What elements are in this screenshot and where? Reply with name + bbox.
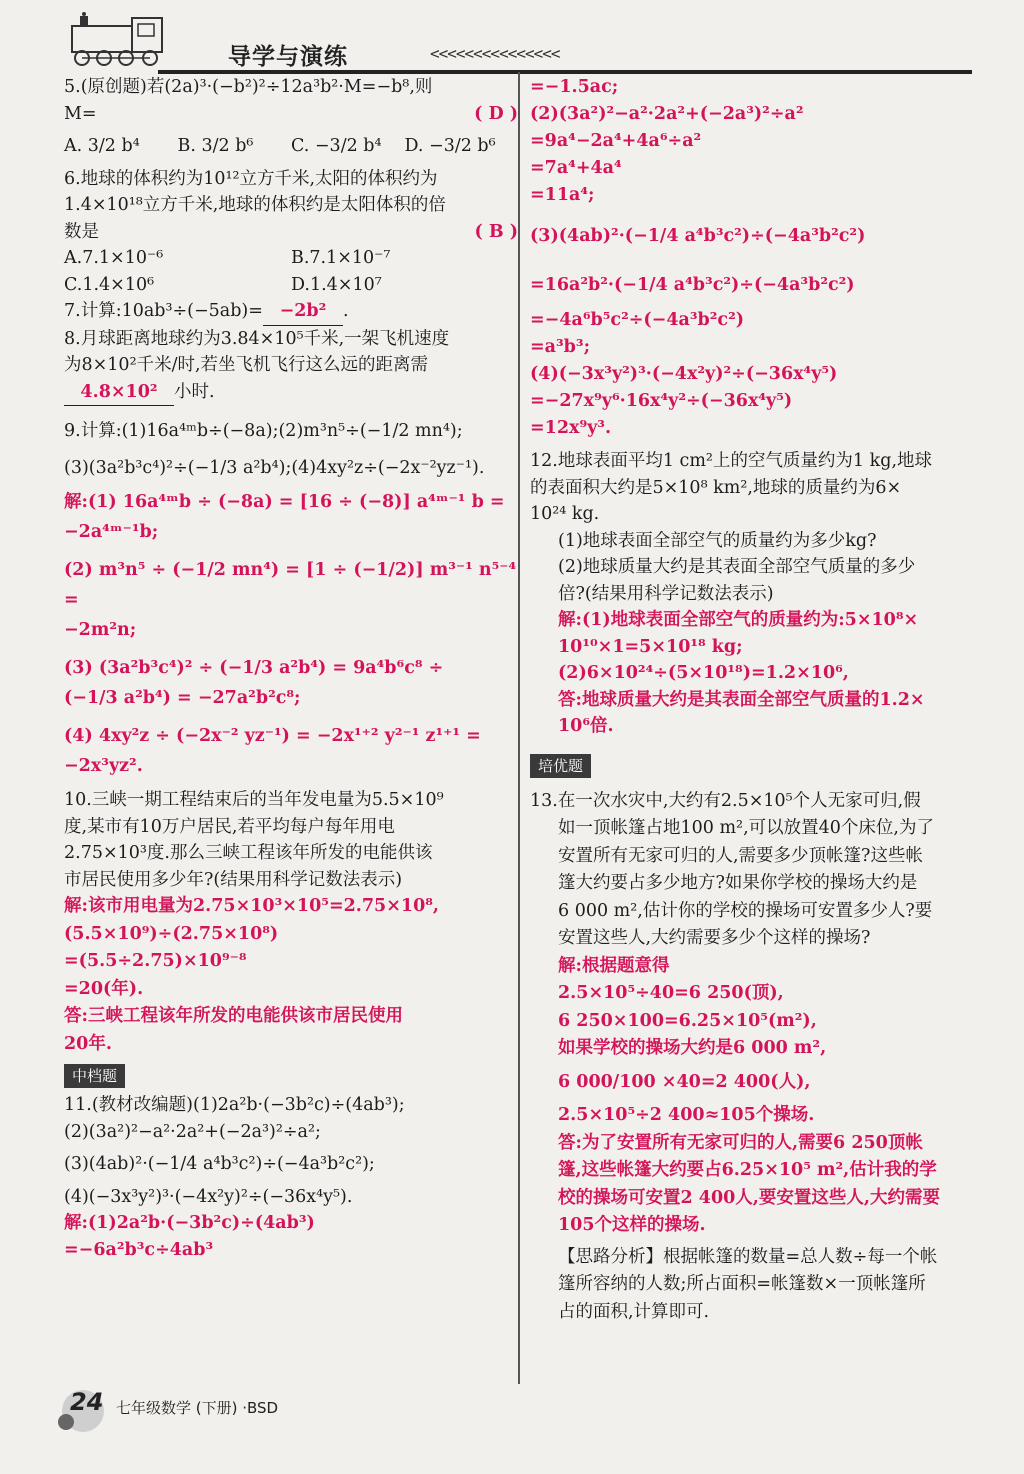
- q11-cont-4: =7a⁴+4a⁴: [530, 158, 622, 178]
- header-arrows: <<<<<<<<<<<<<<<: [430, 44, 560, 63]
- q8-line1: 8.月球距离地球约为3.84×10⁵千米,一架飞机速度: [64, 328, 450, 349]
- q5-answer: ( D ): [474, 103, 518, 124]
- q10-ans-5: 答:三峡工程该年所发的电能供该市居民使用: [64, 1006, 403, 1026]
- q11-line3: (3)(4ab)²·(−1/4 a⁴b³c²)÷(−4a³b²c²);: [64, 1154, 375, 1174]
- q6-choice-b: B.7.1×10⁻⁷: [291, 248, 391, 268]
- q8-line3: 4.8×10² 小时.: [64, 379, 518, 407]
- left-column: [64, 74, 518, 1263]
- q9-solution: [64, 487, 518, 781]
- q6-choice-a: A.7.1×10⁻⁶: [64, 248, 164, 268]
- q7-answer: −2b²: [263, 298, 343, 326]
- q13-ans-1: 解:根据题意得: [558, 955, 670, 976]
- q13-line5: 6 000 m²,估计你的学校的操场可安置多少人?要: [558, 900, 933, 921]
- column-divider: [518, 72, 520, 1384]
- q11-cont-8: =−4a⁶b⁵c²÷(−4a³b²c²): [530, 310, 745, 330]
- q7: 7.计算:10ab³÷(−5ab)= −2b² .: [64, 298, 518, 326]
- q13-ans-8: 篷,这些帐篷大约要占6.25×10⁵ m²,估计我的学: [558, 1160, 937, 1180]
- q9-ans-1: 解:(1) 16a⁴ᵐb ÷ (−8a) = [16 ÷ (−8)] a⁴ᵐ⁻¹ b =: [64, 492, 505, 512]
- q9-ans-4: −2m²n;: [64, 620, 137, 640]
- q11-cont-10: (4)(−3x³y²)³·(−4x²y)²÷(−36x⁴y⁵): [530, 364, 838, 384]
- q6-choices-row2: [64, 272, 518, 299]
- q13-ans-5: 6 000/100 ×40=2 400(人),: [558, 1071, 811, 1092]
- q10-ans-2: (5.5×10⁹)÷(2.75×10⁸): [64, 923, 279, 944]
- page-footer: [62, 1384, 362, 1434]
- q11-cont-5: =11a⁴;: [530, 185, 595, 205]
- q9-ans-2: −2a⁴ᵐ⁻¹b;: [64, 522, 159, 542]
- q12-ans-4: 答:地球质量大约是其表面全部空气质量的1.2×: [558, 689, 925, 710]
- page-number: 24: [70, 1388, 104, 1416]
- book-info: 七年级数学 (下册) ·BSD: [116, 1399, 279, 1417]
- header-title: 导学与演练: [228, 44, 348, 70]
- q5-line1: 5.(原创题)若(2a)³·(−b²)²÷12a³b²·M=−b⁸,则: [64, 77, 433, 97]
- q5-choice-a: A. 3/2 b⁴: [64, 136, 140, 156]
- q12-ans-1: 解:(1)地球表面全部空气的质量约为:5×10⁸×: [558, 610, 919, 630]
- q11-solution-cont: [530, 74, 974, 442]
- q9-ans-7: (4) 4xy²z ÷ (−2x⁻² yz⁻¹) = −2x¹⁺² y²⁻¹ z¹⁺¹ =: [64, 726, 481, 746]
- q5-choices: [64, 133, 518, 160]
- q13-ans-3: 6 250×100=6.25×10⁵(m²),: [558, 1010, 817, 1031]
- q13-line4: 篷大约要占多少地方?如果你学校的操场大约是: [558, 873, 918, 893]
- q12-line5: (2)地球质量大约是其表面全部空气质量的多少: [558, 557, 916, 577]
- q10-line4: 市居民使用多少年?(结果用科学记数法表示): [64, 869, 403, 890]
- q13-ans-2: 2.5×10⁵÷40=6 250(顶),: [558, 983, 784, 1003]
- q11-line1: 11.(教材改编题)(1)2a²b·(−3b²c)÷(4ab³);: [64, 1095, 405, 1115]
- q6-line2: 1.4×10¹⁸立方千米,地球的体积约是太阳体积的倍: [64, 195, 446, 215]
- q12-ans-2: 10¹⁰×1=5×10¹⁸ kg;: [558, 636, 743, 657]
- q11-cont-12: =12x⁹y³.: [530, 418, 612, 438]
- q9-ans-8: −2x³yz².: [64, 756, 143, 776]
- q6-choices-row1: [64, 245, 518, 272]
- q11-line4: (4)(−3x³y²)³·(−4x²y)²÷(−36x⁴y⁵).: [64, 1186, 353, 1207]
- q9-line2: (3)(3a²b³c⁴)²÷(−1/3 a²b⁴);(4)4xy²z÷(−2x⁻²yz⁻¹).: [64, 457, 485, 478]
- analysis-1: 【思路分析】根据帐篷的数量=总人数÷每一个帐: [558, 1246, 938, 1267]
- q9-ans-5: (3) (3a²b³c⁴)² ÷ (−1/3 a²b⁴) = 9a⁴b⁶c⁸ ÷: [64, 658, 444, 678]
- footer-dot: [58, 1414, 74, 1430]
- right-column: [530, 74, 974, 1326]
- q9-ans-3: (2) m³n⁵ ÷ (−1/2 mn⁴) = [1 ÷ (−1/2)] m³⁻¹ n⁵⁻⁴ =: [64, 560, 517, 610]
- q13-ans-9: 校的操场可安置2 400人,要安置这些人,大约需要: [558, 1187, 940, 1208]
- q11-cont-7: =16a²b²·(−1/4 a⁴b³c²)÷(−4a³b²c²): [530, 275, 855, 295]
- q10-ans-6: 20年.: [64, 1033, 112, 1054]
- q5-choice-b: B. 3/2 b⁶: [177, 136, 254, 156]
- q13-ans-10: 105个这样的操场.: [558, 1215, 706, 1235]
- q13-line6: 安置这些人,大约需要多少个这样的操场?: [558, 928, 871, 948]
- q11-ans-2: =−6a²b³c÷4ab³: [64, 1239, 214, 1260]
- q8-line2: 为8×10²千米/时,若坐飞机飞行这么远的距离需: [64, 355, 429, 375]
- q11-cont-9: =a³b³;: [530, 337, 591, 357]
- analysis-3: 占的面积,计算即可.: [558, 1301, 710, 1322]
- q13-ans-4: 如果学校的操场大约是6 000 m²,: [558, 1038, 827, 1058]
- q11-cont-6: (3)(4ab)²·(−1/4 a⁴b³c²)÷(−4a³b²c²): [530, 226, 866, 246]
- section-tag-mid: 中档题: [64, 1064, 125, 1088]
- q13-ans-7: 答:为了安置所有无家可归的人,需要6 250顶帐: [558, 1132, 923, 1153]
- q6-line1: 6.地球的体积约为10¹²立方千米,太阳的体积约为: [64, 168, 438, 189]
- q13-line1: 13.在一次水灾中,大约有2.5×10⁵个人无家可归,假: [530, 790, 921, 811]
- analysis-2: 篷所容纳的人数;所占面积=帐篷数×一顶帐篷所: [558, 1274, 926, 1294]
- q12-line1: 12.地球表面平均1 cm²上的空气质量约为1 kg,地球: [530, 451, 933, 471]
- train-icon: [68, 12, 168, 66]
- q6-choice-d: D.1.4×10⁷: [291, 274, 382, 295]
- q11-cont-3: =9a⁴−2a⁴+4a⁶÷a²: [530, 131, 702, 151]
- q11-ans-1: 解:(1)2a²b·(−3b²c)÷(4ab³): [64, 1213, 315, 1233]
- q12-line3: 10²⁴ kg.: [530, 504, 600, 524]
- q11-cont-1: =−1.5ac;: [530, 77, 619, 97]
- q10-ans-3: =(5.5÷2.75)×10⁹⁻⁸: [64, 951, 247, 971]
- q10-line1: 10.三峡一期工程结束后的当年发电量为5.5×10⁹: [64, 790, 444, 810]
- q6-choice-c: C.1.4×10⁶: [64, 274, 155, 295]
- q12-line6: 倍?(结果用科学记数法表示): [558, 583, 774, 604]
- q11-cont-2: (2)(3a²)²−a²·2a²+(−2a³)²÷a²: [530, 104, 804, 124]
- q10-line3: 2.75×10³度.那么三峡工程该年所发的电能供该: [64, 843, 433, 863]
- q13-line3: 安置所有无家可归的人,需要多少顶帐篷?这些帐: [558, 845, 923, 866]
- q12: [530, 448, 974, 740]
- q12-line4: (1)地球表面全部空气的质量约为多少kg?: [558, 530, 877, 551]
- q12-line2: 的表面积大约是5×10⁸ km²,地球的质量约为6×: [530, 477, 902, 498]
- q13-ans-6: 2.5×10⁵÷2 400≈105个操场.: [558, 1105, 815, 1125]
- q10-solution: [64, 893, 518, 1058]
- q11-line2: (2)(3a²)²−a²·2a²+(−2a³)²÷a²;: [64, 1121, 321, 1142]
- q8-answer: 4.8×10²: [64, 379, 174, 407]
- q9-line1: 9.计算:(1)16a⁴ᵐb÷(−8a);(2)m³n⁵÷(−1/2 mn⁴);: [64, 421, 463, 441]
- q13-line2: 如一顶帐篷占地100 m²,可以放置40个床位,为了: [558, 818, 934, 838]
- q11-cont-11: =−27x⁹y⁶·16x⁴y²÷(−36x⁴y⁵): [530, 391, 793, 411]
- q5-choice-d: D. −3/2 b⁶: [404, 136, 496, 156]
- q12-ans-3: (2)6×10²⁴÷(5×10¹⁸)=1.2×10⁶,: [558, 663, 849, 683]
- q12-ans-5: 10⁶倍.: [558, 716, 614, 736]
- q6-line3: 数是 ( B ): [64, 219, 518, 246]
- q9-ans-6: (−1/3 a²b⁴) = −27a²b²c⁸;: [64, 688, 301, 708]
- q6-answer: ( B ): [474, 221, 518, 242]
- q10-line2: 度,某市有10万户居民,若平均每户每年用电: [64, 816, 395, 837]
- q5-line2: M= ( D ): [64, 101, 518, 128]
- page-header: [68, 8, 972, 72]
- q13: [530, 788, 974, 1327]
- q10-ans-4: =20(年).: [64, 978, 144, 999]
- section-tag-advanced: 培优题: [530, 754, 591, 778]
- q5-choice-c: C. −3/2 b⁴: [291, 136, 382, 156]
- q10-ans-1: 解:该市用电量为2.75×10³×10⁵=2.75×10⁸,: [64, 896, 440, 916]
